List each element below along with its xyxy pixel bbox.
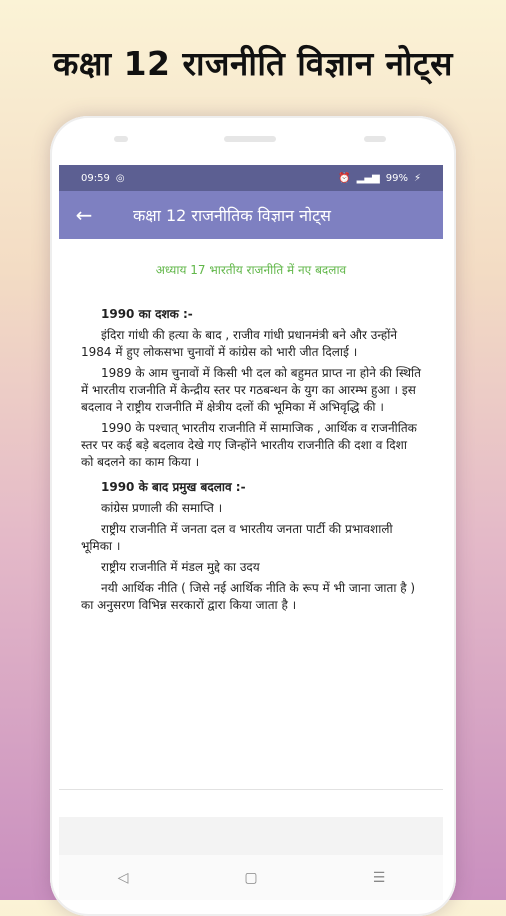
section-heading: 1990 का दशक :-	[101, 307, 193, 321]
battery-charging-icon: ⚡	[413, 172, 421, 184]
nav-menu-button[interactable]	[359, 870, 399, 886]
status-bar	[59, 165, 443, 191]
app-title: कक्षा 12 राजनीतिक विज्ञान नोट्स	[133, 206, 331, 225]
promo-title: कक्षा 12 राजनीति विज्ञान नोट्स	[53, 44, 453, 83]
battery-percent: 99%	[385, 172, 408, 184]
speaker-grille	[224, 136, 276, 142]
menu-lines-icon: ☰	[372, 869, 386, 886]
paragraph: राष्ट्रीय राजनीति में जनता दल व भारतीय जनता पार्टी की प्रभावशाली भूमिका ।	[81, 522, 393, 553]
ad-banner[interactable]	[59, 817, 443, 855]
divider	[59, 789, 443, 790]
square-icon: ▢	[244, 869, 258, 886]
app-screen	[59, 165, 443, 900]
paragraph: कांग्रेस प्रणाली की समाप्ति ।	[101, 501, 223, 515]
arrow-left-icon: ←	[75, 203, 93, 227]
paragraph: 1989 के आम चुनावों में किसी भी दल को बहुमत प्राप्त ना होने की स्थिति में भारतीय राजनीति में केन्द्रीय स्तर पर गठबन्धन के युग का आरम्भ हुआ । इस बदलाव ने राष्ट्रीय राजनीति में क्षेत्रीय दलों की भूमिका में अभिवृद्धि की ।	[81, 366, 421, 414]
app-bar	[59, 191, 443, 239]
nav-back-button[interactable]	[103, 870, 143, 886]
paragraph: राष्ट्रीय राजनीति में मंडल मुद्दे का उदय	[101, 560, 260, 574]
triangle-left-icon: ◁	[117, 869, 129, 886]
section-heading: 1990 के बाद प्रमुख बदलाव :-	[101, 480, 246, 494]
alarm-icon: ⏰	[338, 172, 351, 184]
chapter-title: अध्याय 17 भारतीय राजनीति में नए बदलाव	[155, 263, 347, 277]
camera-dot	[364, 136, 386, 142]
sensor-dot	[114, 136, 128, 142]
whatsapp-icon: ◎	[115, 172, 125, 184]
paragraph: इंदिरा गांधी की हत्या के बाद , राजीव गांधी प्रधानमंत्री बने और उन्होंने 1984 में हुए लोकसभा चुनावों में कांग्रेस को भारी जीत दिलाई ।	[81, 328, 398, 359]
nav-home-button[interactable]	[231, 870, 271, 886]
notes-body	[59, 306, 443, 614]
system-nav-bar	[59, 855, 443, 900]
paragraph: नयी आर्थिक नीति ( जिसे नई आर्थिक नीति के रूप में भी जाना जाता है ) का अनुसरण विभिन्न सरकारों द्वारा किया जाता है ।	[81, 581, 416, 612]
signal-icon: ▂▄▆	[356, 172, 380, 184]
status-time: 09:59	[81, 172, 110, 184]
back-button[interactable]	[59, 191, 109, 239]
notes-content[interactable]	[59, 239, 443, 618]
paragraph: 1990 के पश्चात् भारतीय राजनीति में सामाजिक , आर्थिक व राजनीतिक स्तर पर कई बड़े बदलाव देखे गए जिन्होंने भारतीय राजनीति की दशा व दिशा को बदलने का काम किया ।	[81, 421, 417, 469]
